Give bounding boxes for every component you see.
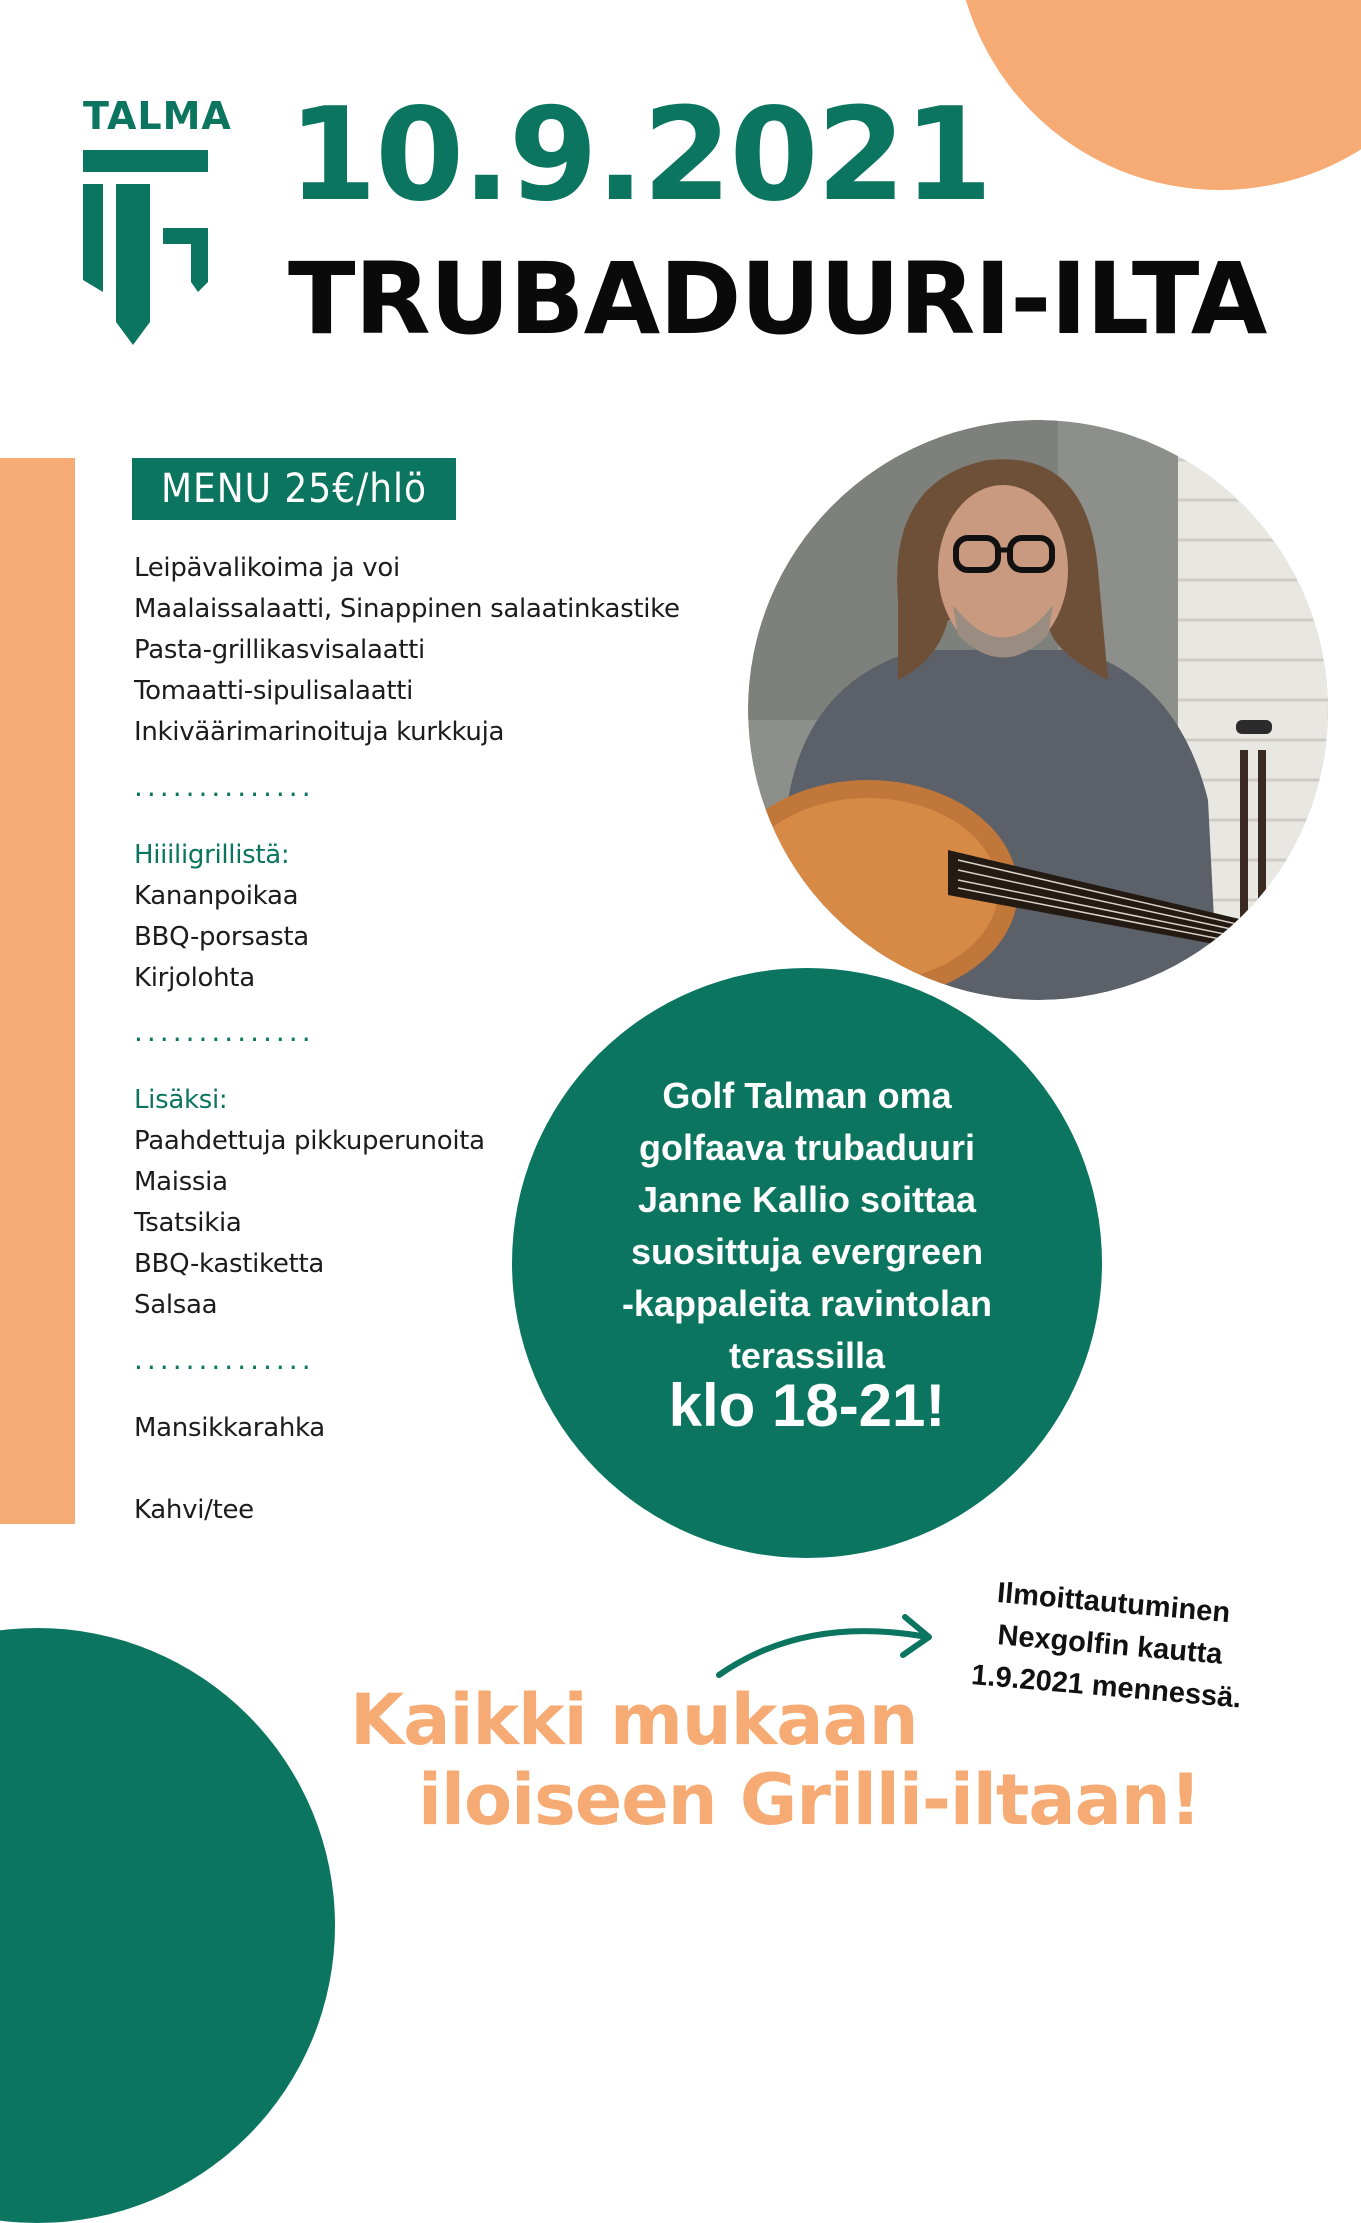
sides-heading: Lisäksi: <box>134 1085 228 1115</box>
description-line: Janne Kallio soittaa <box>637 1179 977 1220</box>
registration-line: Ilmoittautuminen <box>995 1577 1232 1630</box>
peach-bar-decoration <box>0 458 75 1524</box>
event-description <box>582 1070 1032 1382</box>
menu-item: Tsatsikia <box>134 1208 242 1238</box>
menu-item: Maalaissalaatti, Sinappinen salaatinkastike <box>134 594 680 624</box>
event-date: 10.9.2021 <box>288 81 991 230</box>
event-time: klo 18-21! <box>668 1372 946 1439</box>
menu-item: Leipävalikoima ja voi <box>134 553 400 583</box>
troubadour-photo <box>748 420 1328 1000</box>
talma-tg-logo-icon <box>83 150 208 345</box>
registration-note <box>955 1569 1265 1721</box>
menu-item: Pasta-grillikasvisalaatti <box>134 635 425 665</box>
description-line: Golf Talman oma <box>662 1075 952 1116</box>
menu-item: BBQ-porsasta <box>134 922 309 952</box>
menu-item: Salsaa <box>134 1290 218 1320</box>
dotted-divider: .............. <box>134 1343 315 1376</box>
menu-item: BBQ-kastiketta <box>134 1249 324 1279</box>
slogan-line-1: Kaikki mukaan <box>350 1679 918 1761</box>
curved-arrow-icon <box>715 1605 940 1685</box>
dotted-divider: .............. <box>134 1015 315 1048</box>
slogan-line-2: iloiseen Grilli-iltaan! <box>418 1759 1201 1841</box>
drink-item: Kahvi/tee <box>134 1495 254 1525</box>
menu-item: Maissia <box>134 1167 228 1197</box>
logo-wordmark: TALMA <box>83 94 232 138</box>
description-line: golfaava trubaduuri <box>638 1127 976 1168</box>
dotted-divider: .............. <box>134 770 315 803</box>
grill-heading: Hiiiligrillistä: <box>134 840 290 870</box>
menu-item: Paahdettuja pikkuperunoita <box>134 1126 485 1156</box>
menu-item: Kirjolohta <box>134 963 255 993</box>
menu-item: Inkiväärimarinoituja kurkkuja <box>134 717 505 747</box>
event-title: TRUBADUURI-ILTA <box>288 242 1267 357</box>
event-info-circle <box>512 968 1102 1558</box>
menu-item: Tomaatti-sipulisalaatti <box>134 676 414 706</box>
registration-line: Nexgolfin kautta <box>996 1619 1224 1671</box>
description-line: suosittuja evergreen <box>630 1231 984 1272</box>
registration-line: 1.9.2021 mennessä. <box>970 1659 1243 1715</box>
description-line: -kappaleita ravintolan <box>621 1283 993 1324</box>
peach-circle-decoration <box>955 0 1361 190</box>
description-line: terassilla <box>728 1335 886 1376</box>
dessert-item: Mansikkarahka <box>134 1413 325 1443</box>
green-circle-decoration <box>0 1628 335 2223</box>
menu-price-badge: MENU 25€/hlö <box>132 458 456 520</box>
menu-item: Kananpoikaa <box>134 881 299 911</box>
